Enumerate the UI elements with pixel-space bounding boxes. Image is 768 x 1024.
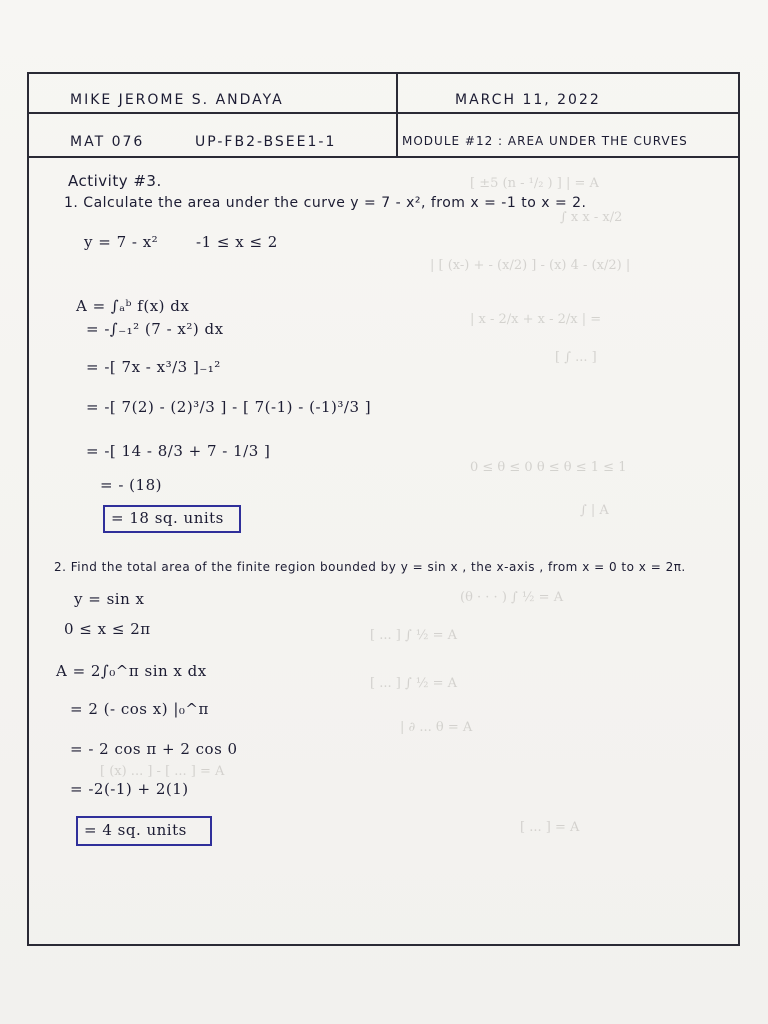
problem2-step: = - 2 cos π + 2 cos 0	[70, 740, 238, 758]
bleed-through-6: 0 ≤ θ ≤ 0 θ ≤ θ ≤ 1 ≤ 1	[470, 460, 627, 475]
bleed-through-3: | [ (x-) + - (x/2) ] - (x) 4 - (x/2) |	[430, 258, 631, 273]
problem1-step: = -[ 14 - 8/3 + 7 - 1/3 ]	[86, 442, 271, 460]
problem1-step: = -[ 7(2) - (2)³/3 ] - [ 7(-1) - (-1)³/3 ]	[86, 398, 372, 416]
problem2-step: A = 2∫₀^π sin x dx	[56, 662, 207, 680]
problem1-step: = -[ 7x - x³/3 ]₋₁²	[86, 358, 221, 376]
bleed-through-9: [ ... ] ∫ ½ = A	[370, 628, 457, 643]
problem2-bounds: 0 ≤ x ≤ 2π	[64, 620, 151, 638]
bleed-through-4: | x - 2/x + x - 2/x | =	[470, 312, 602, 327]
problem1-bounds: -1 ≤ x ≤ 2	[196, 233, 278, 251]
problem1-statement: 1. Calculate the area under the curve y = 7 - x², from x = -1 to x = 2.	[64, 195, 587, 211]
problem1-step: = -∫₋₁² (7 - x²) dx	[86, 320, 224, 338]
problem2-step: = 2 (- cos x) |₀^π	[70, 700, 209, 718]
bleed-through-10: [ ... ] ∫ ½ = A	[370, 676, 457, 691]
header-divider	[396, 72, 398, 158]
bleed-through-7: ∫ | A	[580, 503, 609, 518]
problem2-answer: = 4 sq. units	[84, 821, 187, 839]
bleed-through-2: ∫ x x - x/2	[560, 210, 623, 225]
problem2-statement: 2. Find the total area of the finite region bounded by y = sin x , the x-axis , from x = 0 to x = 2π.	[54, 560, 686, 574]
problem1-step: = - (18)	[100, 476, 162, 494]
bleed-through-8: (θ · · · ) ∫ ½ = A	[460, 590, 564, 605]
bleed-through-13: [ ... ] = A	[520, 820, 580, 835]
problem1-step: A = ∫ₐᵇ f(x) dx	[76, 297, 190, 315]
section: UP-FB2-BSEE1-1	[195, 134, 337, 150]
bleed-through-5: [ ∫ ... ]	[555, 350, 597, 365]
problem1-answer: = 18 sq. units	[111, 509, 224, 527]
module-title: MODULE #12 : AREA UNDER THE CURVES	[402, 134, 688, 148]
student-name: MIKE JEROME S. ANDAYA	[70, 92, 284, 108]
bleed-through-12: [ (x) ... ] - [ ... ] = A	[100, 764, 225, 779]
problem1-function: y = 7 - x²	[84, 233, 159, 251]
activity-title: Activity #3.	[68, 172, 162, 190]
date: MARCH 11, 2022	[455, 92, 601, 108]
problem2-function: y = sin x	[74, 590, 145, 608]
problem2-step: = -2(-1) + 2(1)	[70, 780, 189, 798]
course-code: MAT 076	[70, 134, 145, 150]
bleed-through-1: [ ±5 (n - ¹/₂ ) ] | = A	[470, 176, 599, 191]
bleed-through-11: | ∂ ... θ = A	[400, 720, 473, 735]
